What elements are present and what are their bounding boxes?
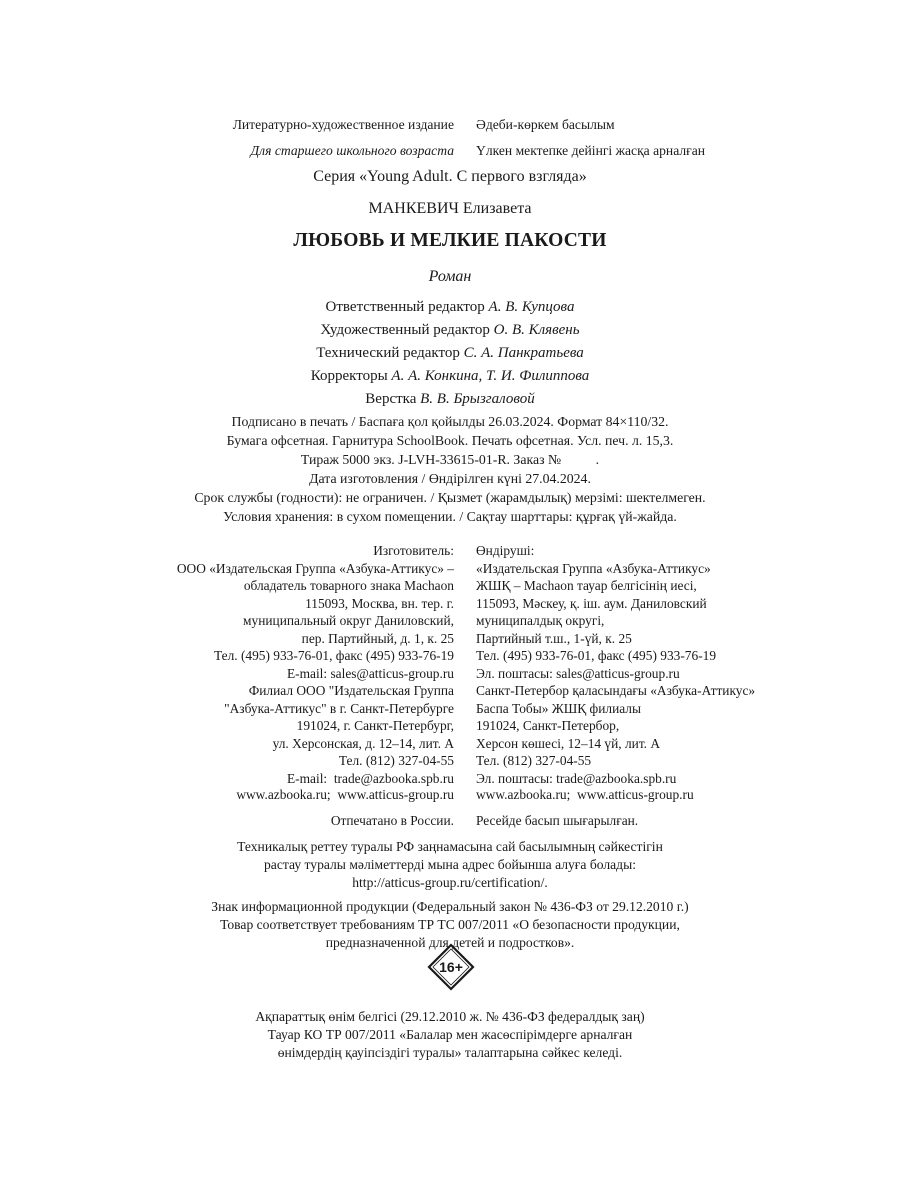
manufacturer-line: обладатель товарного знака Machaon bbox=[243, 578, 454, 593]
certification-note bbox=[0, 838, 900, 892]
print-info bbox=[0, 412, 900, 526]
edition-type-kz: Әдеби-көркем басылым bbox=[476, 117, 615, 132]
print-info-line: Бумага офсетная. Гарнитура SchoolBook. Печать офсетная. Усл. печ. л. 15,3. bbox=[226, 433, 674, 448]
info-sign-line: Тауар КО ТР 007/2011 «Балалар мен жасөспірімдерге арналған bbox=[267, 1027, 633, 1042]
age-rating-label: 16+ bbox=[439, 959, 463, 975]
printed-in-ru: Отпечатано в России. bbox=[330, 813, 454, 828]
print-info-line: Дата изготовления / Өндірілген күні 27.04.2024. bbox=[309, 471, 591, 486]
info-sign-line: Товар соответствует требованиям ТР ТС 007/2011 «О безопасности продукции, bbox=[220, 917, 680, 932]
manufacturer-line: муниципалдық округі, bbox=[476, 613, 605, 628]
manufacturer-line: пер. Партийный, д. 1, к. 25 bbox=[301, 630, 454, 646]
branch-line: ул. Херсонская, д. 12–14, лит. А bbox=[272, 735, 454, 751]
branch-line: 191024, Санкт-Петербор, bbox=[476, 718, 620, 733]
printed-in-kz: Ресейде басып шығарылған. bbox=[476, 813, 639, 828]
manufacturer-line: муниципальный округ Даниловский, bbox=[243, 613, 454, 628]
info-sign-line: өнімдердің қауіпсіздігі туралы» талаптарына сәйкес келеді. bbox=[277, 1045, 623, 1060]
branch-line: Филиал ООО "Издательская Группа bbox=[248, 683, 454, 698]
manufacturer-kz bbox=[476, 542, 776, 682]
branch-line: Херсон көшесі, 12–14 үй, лит. А bbox=[476, 735, 661, 751]
certification-line: Техникалық реттеу туралы РФ заңнамасына сай басылымның сәйкестігін bbox=[237, 839, 663, 854]
credits-list bbox=[0, 296, 900, 411]
info-sign-kz bbox=[0, 1008, 900, 1062]
credit-row bbox=[0, 365, 900, 388]
series-name: Серия «Young Adult. С первого взгляда» bbox=[313, 168, 587, 185]
print-info-line: Условия хранения: в сухом помещении. / Сақтау шарттары: құрғақ үй-жайда. bbox=[223, 509, 677, 524]
manufacturer-line: 115093, Мәскеу, қ. іш. аум. Даниловский bbox=[476, 595, 707, 611]
certification-line: растау туралы мәліметтерді мына адрес бойынша алуға болады: bbox=[264, 857, 636, 872]
credit-name: А. В. Купцова bbox=[488, 299, 575, 315]
branch-line: "Азбука-Аттикус" в г. Санкт-Петербурге bbox=[224, 700, 454, 716]
edition-type-ru: Литературно-художественное издание bbox=[232, 117, 454, 132]
credit-role: Ответственный редактор bbox=[325, 299, 485, 315]
manufacturer-line: Өндіруші: bbox=[476, 543, 535, 558]
credit-role: Технический редактор bbox=[316, 345, 460, 361]
manufacturer-line: «Издательская Группа «Азбука-Аттикус» bbox=[476, 560, 711, 576]
manufacturer-line: 115093, Москва, вн. тер. г. bbox=[305, 595, 454, 611]
manufacturer-line: Изготовитель: bbox=[373, 543, 454, 558]
info-sign-line: Ақпараттық өнім белгісі (29.12.2010 ж. № 436-ФЗ федералдық заң) bbox=[255, 1009, 645, 1024]
credit-row bbox=[0, 296, 900, 319]
credit-name: О. В. Клявень bbox=[493, 322, 580, 338]
genre: Роман bbox=[428, 268, 472, 285]
info-sign-line: предназначенной для детей и подростков». bbox=[325, 935, 575, 950]
manufacturer-line: ООО «Издательская Группа «Азбука-Аттикус» – bbox=[176, 560, 454, 576]
branch-kz bbox=[476, 682, 776, 787]
manufacturer-line: Тел. (495) 933-76-01, факс (495) 933-76-19 bbox=[213, 648, 454, 663]
header-right bbox=[476, 112, 776, 164]
print-info-line: Подписано в печать / Баспаға қол қойылды 26.03.2024. Формат 84×110/32. bbox=[231, 414, 669, 429]
age-group-ru: Для старшего школьного возраста bbox=[250, 143, 454, 158]
age-rating-badge bbox=[427, 943, 475, 991]
print-info-line: Срок службы (годности): не ограничен. / Қызмет (жарамдылық) мерзімі: шектелмеген. bbox=[194, 490, 706, 505]
book-title: ЛЮБОВЬ И МЕЛКИЕ ПАКОСТИ bbox=[293, 230, 607, 251]
branch-line: Тел. (812) 327-04-55 bbox=[338, 753, 454, 768]
credit-row bbox=[0, 319, 900, 342]
print-info-line: Тираж 5000 экз. J-LVH-33615-01-R. Заказ № . bbox=[300, 452, 600, 467]
manufacturer-line: Тел. (495) 933-76-01, факс (495) 933-76-19 bbox=[476, 648, 717, 663]
branch-line: E-mail: trade@azbooka.spb.ru bbox=[286, 770, 454, 786]
branch-line: Тел. (812) 327-04-55 bbox=[476, 753, 592, 768]
branch-line: Баспа Тобы» ЖШҚ филиалы bbox=[476, 700, 641, 716]
manufacturer-line: Эл. поштасы: sales@atticus-group.ru bbox=[476, 665, 680, 681]
branch-line: Эл. поштасы: trade@azbooka.spb.ru bbox=[476, 770, 677, 786]
manufacturer-ru bbox=[170, 542, 454, 682]
manufacturer-line: E-mail: sales@atticus-group.ru bbox=[286, 665, 454, 681]
websites-kz: www.azbooka.ru; www.atticus-group.ru bbox=[476, 787, 694, 802]
branch-line: Санкт-Петербор қаласындағы «Азбука-Аттикус» bbox=[476, 683, 756, 698]
age-group-kz: Үлкен мектепке дейінгі жасқа арналған bbox=[476, 143, 706, 158]
branch-ru bbox=[170, 682, 454, 787]
credit-name: А. А. Конкина, Т. И. Филиппова bbox=[391, 368, 590, 384]
certification-url: http://atticus-group.ru/certification/. bbox=[352, 875, 548, 890]
manufacturer-line: ЖШҚ – Machaon тауар белгісінің иесі, bbox=[476, 578, 697, 593]
websites-ru: www.azbooka.ru; www.atticus-group.ru bbox=[236, 787, 454, 802]
branch-line: 191024, г. Санкт-Петербург, bbox=[296, 718, 454, 733]
author-name: МАНКЕВИЧ Елизавета bbox=[368, 200, 532, 217]
header-left bbox=[200, 112, 454, 164]
credit-role: Верстка bbox=[365, 391, 417, 407]
credit-row bbox=[0, 388, 900, 411]
info-sign-line: Знак информационной продукции (Федеральный закон № 436-ФЗ от 29.12.2010 г.) bbox=[211, 899, 689, 914]
credit-name: С. А. Панкратьева bbox=[463, 345, 584, 361]
credit-row bbox=[0, 342, 900, 365]
credit-role: Художественный редактор bbox=[320, 322, 490, 338]
credit-role: Корректоры bbox=[310, 368, 388, 384]
manufacturer-line: Партийный т.ш., 1-үй, к. 25 bbox=[476, 630, 632, 646]
credit-name: В. В. Брызгаловой bbox=[420, 391, 535, 407]
